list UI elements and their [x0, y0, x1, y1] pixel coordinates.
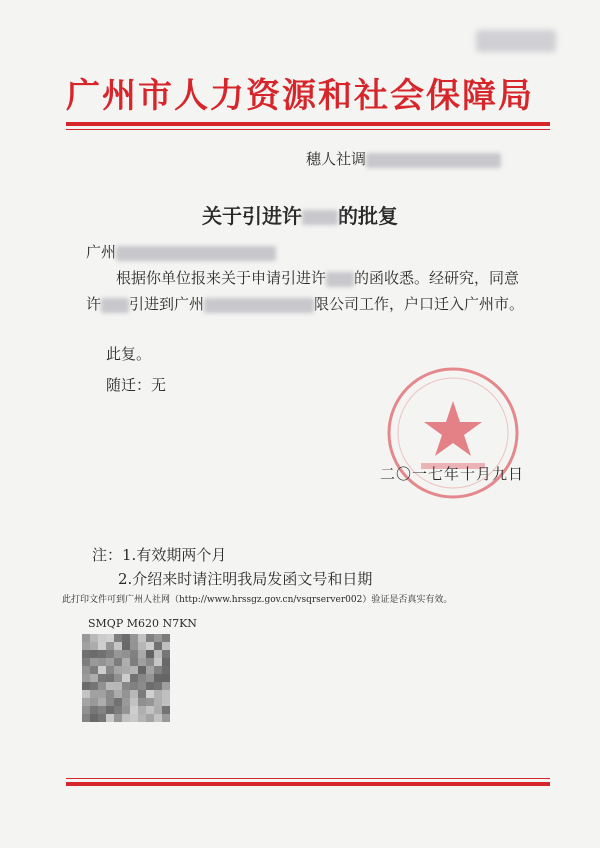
note-item-1: 1.有效期两个月 — [122, 546, 227, 564]
recipient-prefix: 广州 — [86, 243, 117, 261]
header-rule-thin — [66, 129, 550, 130]
note-2: 2.介绍来时请注明我局发函文号和日期 — [118, 570, 373, 588]
document-title — [0, 200, 600, 229]
redacted-name — [302, 210, 338, 225]
note-label: 注： — [92, 546, 123, 564]
body-part-4: 限公司工作，户口迁入广州市。 — [314, 295, 525, 313]
redacted-company — [204, 298, 314, 313]
document-number-prefix: 穗人社调 — [306, 150, 367, 168]
redacted-corner-stamp — [476, 30, 556, 52]
title-suffix: 的批复 — [338, 204, 398, 228]
body-part-1: 根据你单位报来关于申请引进许 — [116, 269, 327, 287]
footer-rule-thick — [66, 782, 550, 786]
body-part-3: 引进到广州 — [129, 295, 205, 313]
redacted-doc-number — [366, 153, 501, 168]
footer-rule-thin — [66, 778, 550, 779]
letterhead-title: 广州市人力资源和社会保障局 — [66, 76, 534, 116]
verification-code: SMQP M620 N7KN — [88, 617, 197, 630]
redacted-qr-code — [82, 634, 170, 722]
attachment-text: 随迁：无 — [106, 376, 167, 394]
note-1 — [92, 544, 226, 565]
issue-date: 二〇一七年十月九日 — [380, 465, 525, 483]
redacted-name — [326, 272, 354, 287]
body-part-2: 的函收悉。经研究，同意许 — [86, 269, 520, 313]
redacted-recipient — [116, 246, 276, 261]
body-text — [86, 265, 528, 317]
reply-text: 此复。 — [106, 345, 152, 363]
recipient — [86, 241, 276, 262]
body-paragraph — [86, 265, 528, 317]
verification-text: 此打印文件可到广州人社网（http://www.hrssgz.gov.cn/vsqrserver002）验证是否真实有效。 — [62, 595, 453, 605]
document-number — [306, 148, 501, 169]
redacted-name — [101, 298, 129, 313]
header-rule-thick — [66, 122, 550, 126]
title-prefix: 关于引进许 — [202, 204, 302, 228]
